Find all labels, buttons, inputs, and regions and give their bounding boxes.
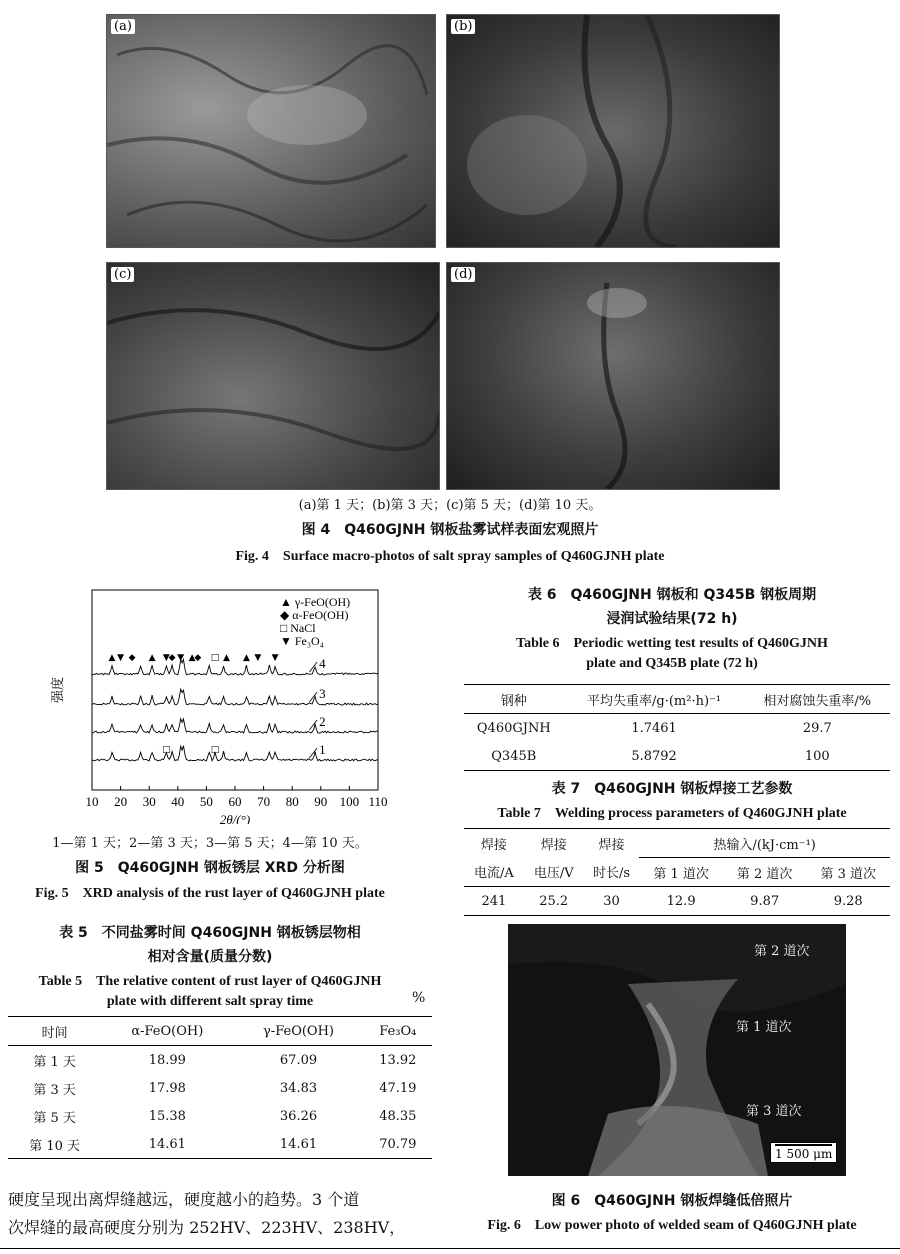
fig5-sublabel: 1—第 1 天；2—第 3 天；3—第 5 天；4—第 10 天。 <box>52 836 368 851</box>
fig6-caption-cn: 图 6 Q460GJNH 钢板焊缝低倍照片 <box>551 1193 793 1209</box>
x-tick-label: 80 <box>285 794 299 809</box>
cell: 17.98 <box>148 1080 186 1096</box>
header-cell: 焊接 <box>540 837 567 853</box>
cell: 14.61 <box>148 1136 186 1152</box>
xrd-curve-1 <box>92 746 378 761</box>
cell: 30 <box>603 893 620 909</box>
peak-marker: ▲ <box>148 653 156 663</box>
legend-entry: ▼ Fe₃O₄ <box>280 634 324 648</box>
header-cell: γ-FeO(OH) <box>263 1023 334 1039</box>
cell: 9.28 <box>833 893 863 909</box>
table6-title-en-2: plate and Q345B plate (72 h) <box>586 656 758 671</box>
peak-marker: ▲ <box>108 653 116 663</box>
table7-title-cn: 表 7 Q460GJNH 钢板焊接工艺参数 <box>551 781 793 797</box>
fig4-photo-b <box>446 14 780 248</box>
x-axis-label: 2θ/(°) <box>219 812 251 824</box>
x-tick-label: 60 <box>228 794 242 809</box>
legend-entry: ▲ γ-FeO(OH) <box>280 595 351 609</box>
cell: 第 5 天 <box>33 1110 76 1126</box>
cell: 第 10 天 <box>29 1138 81 1154</box>
table-row <box>8 1046 432 1075</box>
header-cell: 第 2 道次 <box>736 866 793 882</box>
header-cell: 时长/s <box>592 866 631 882</box>
table5-title-en-2: plate with different salt spray time <box>106 994 314 1009</box>
header-cell: 电压/V <box>533 866 574 882</box>
peak-marker: □ <box>210 745 220 755</box>
cell: 18.99 <box>148 1052 186 1068</box>
x-tick-label: 20 <box>114 794 128 809</box>
fig4-caption-cn: 图 4 Q460GJNH 钢板盐雾试样表面宏观照片 <box>301 522 599 538</box>
table5-title-en-1: Table 5 The relative content of rust layer of Q460GJNH <box>38 974 382 989</box>
cell: 25.2 <box>539 893 569 909</box>
fig6-photo <box>508 924 846 1176</box>
fig4-sublabel: (a)第 1 天；(b)第 3 天；(c)第 5 天；(d)第 10 天。 <box>298 498 602 513</box>
x-tick-label: 30 <box>142 794 156 809</box>
xrd-curve-3 <box>92 689 378 705</box>
header-cell: 钢种 <box>500 693 527 709</box>
peak-marker: ▼ <box>162 653 170 663</box>
peak-marker: ▼ <box>254 653 262 663</box>
scale-bar-label: 1 500 μm <box>775 1147 833 1161</box>
header-cell: 第 3 道次 <box>820 866 876 882</box>
body-line: 次焊缝的最高硬度分别为 252HV、223HV、238HV， <box>8 1218 406 1237</box>
table7-title-en: Table 7 Welding process parameters of Q460GJNH plate <box>497 806 847 821</box>
xrd-curve-2 <box>92 719 378 733</box>
fig4-caption-en: Fig. 4 Surface macro-photos of salt spray samples of Q460GJNH plate <box>235 549 665 564</box>
header-cell: 第 1 道次 <box>653 866 709 882</box>
body-paragraph <box>8 1186 438 1242</box>
header-cell: 时间 <box>41 1025 68 1041</box>
x-tick-label: 10 <box>85 794 99 809</box>
peak-marker: ▼ <box>271 653 279 663</box>
cell: 1.7461 <box>631 720 677 736</box>
panel-label: (d) <box>451 267 475 282</box>
cell: 12.9 <box>666 893 696 909</box>
cell: 241 <box>481 893 507 909</box>
cell: 100 <box>804 748 830 764</box>
table5 <box>8 1016 432 1159</box>
table-row <box>464 887 890 916</box>
panel-label: (b) <box>451 19 475 34</box>
cell: Q460GJNH <box>476 720 551 736</box>
fig6-caption-en: Fig. 6 Low power photo of welded seam of Q460GJNH plate <box>487 1218 857 1233</box>
rust-texture <box>447 15 779 247</box>
cell: 13.92 <box>379 1052 417 1068</box>
peak-marker: ▲ <box>222 653 230 663</box>
cell: 48.35 <box>379 1108 417 1124</box>
header-cell: Fe₃O₄ <box>379 1023 417 1039</box>
cell: 67.09 <box>279 1052 318 1068</box>
peak-marker: ▲ <box>242 653 250 663</box>
table6 <box>464 684 890 771</box>
table-row <box>464 742 890 771</box>
peak-marker: □ <box>210 653 220 663</box>
fig4-photo-d <box>446 262 780 490</box>
table-row <box>8 1130 432 1159</box>
peak-marker: ◆ <box>194 653 202 663</box>
x-tick-label: 100 <box>339 794 360 809</box>
curve-label: 4 <box>319 656 326 671</box>
x-tick-label: 110 <box>368 794 388 809</box>
fig5-caption-cn: 图 5 Q460GJNH 钢板锈层 XRD 分析图 <box>75 860 345 876</box>
cell: Q345B <box>491 748 537 764</box>
cell: 36.26 <box>279 1108 318 1124</box>
x-tick-label: 40 <box>171 794 185 809</box>
panel-label: (c) <box>111 267 134 282</box>
cell: 9.87 <box>750 893 780 909</box>
body-line: 硬度呈现出离焊缝越远，硬度越小的趋势。3 个道 <box>8 1190 360 1209</box>
fig5-caption-en: Fig. 5 XRD analysis of the rust layer of Q460GJNH plate <box>35 886 385 901</box>
fig4-photo-c <box>106 262 440 490</box>
scale-bar <box>770 1142 837 1163</box>
peak-marker: ▲ <box>188 653 196 663</box>
header-cell: 电流/A <box>474 866 514 882</box>
cell: 第 1 天 <box>33 1054 76 1070</box>
table-row <box>8 1074 432 1102</box>
table-row <box>464 714 890 743</box>
fig4-photo-a <box>106 14 436 248</box>
legend-entry: ◆ α-FeO(OH) <box>280 608 349 622</box>
rust-texture <box>447 263 779 489</box>
curve-label: 3 <box>319 686 326 701</box>
cell: 34.83 <box>279 1080 318 1096</box>
table5-unit: % <box>412 990 426 1006</box>
cell: 5.8792 <box>631 748 677 764</box>
table6-title-cn-1: 表 6 Q460GJNH 钢板和 Q345B 钢板周期 <box>527 587 817 603</box>
table5-title-cn-1: 表 5 不同盐雾时间 Q460GJNH 钢板锈层物相 <box>59 925 361 941</box>
peak-marker: □ <box>162 745 171 755</box>
header-cell: 焊接 <box>598 837 625 853</box>
cell: 15.38 <box>148 1108 186 1124</box>
peak-marker: ▼ <box>117 653 125 663</box>
peak-marker: ◆ <box>168 653 176 663</box>
xrd-chart <box>48 584 398 824</box>
header-cell: 焊接 <box>480 837 507 853</box>
x-tick-label: 50 <box>199 794 213 809</box>
cell: 70.79 <box>379 1136 417 1152</box>
header-cell: 热输入/(kJ·cm⁻¹) <box>639 829 890 858</box>
legend-entry: □ NaCl <box>280 621 316 635</box>
cell: 第 3 天 <box>33 1082 76 1098</box>
weld-seam-texture <box>508 924 846 1176</box>
curve-label: 1 <box>319 742 326 757</box>
pass-label-1: 第 1 道次 <box>736 1020 792 1035</box>
scale-bar-line <box>775 1144 832 1146</box>
table7 <box>464 828 890 916</box>
peak-marker: ◆ <box>128 653 136 663</box>
curve-label: 2 <box>319 714 326 729</box>
x-tick-label: 70 <box>257 794 271 809</box>
page-bottom-rule <box>0 1248 900 1249</box>
panel-label: (a) <box>111 19 135 34</box>
xrd-svg <box>48 584 398 824</box>
header-cell: 平均失重率/g·(m²·h)⁻¹ <box>587 693 722 709</box>
table6-title-en-1: Table 6 Periodic wetting test results of Q460GJNH <box>516 636 828 651</box>
pass-label-2: 第 2 道次 <box>754 944 810 959</box>
table-row <box>8 1102 432 1130</box>
cell: 29.7 <box>802 720 832 736</box>
rust-texture <box>107 15 435 247</box>
pass-label-3: 第 3 道次 <box>746 1104 802 1119</box>
rust-texture <box>107 263 439 489</box>
peak-marker: ▼ <box>177 653 185 663</box>
header-cell: 相对腐蚀失重率/% <box>763 693 872 709</box>
table5-title-cn-2: 相对含量(质量分数) <box>147 949 273 965</box>
x-tick-label: 90 <box>314 794 328 809</box>
cell: 47.19 <box>379 1080 417 1096</box>
y-axis-label: 强度 <box>51 676 66 704</box>
table6-title-cn-2: 浸润试验结果(72 h) <box>606 611 738 627</box>
header-cell: α-FeO(OH) <box>131 1023 204 1039</box>
cell: 14.61 <box>279 1136 318 1152</box>
